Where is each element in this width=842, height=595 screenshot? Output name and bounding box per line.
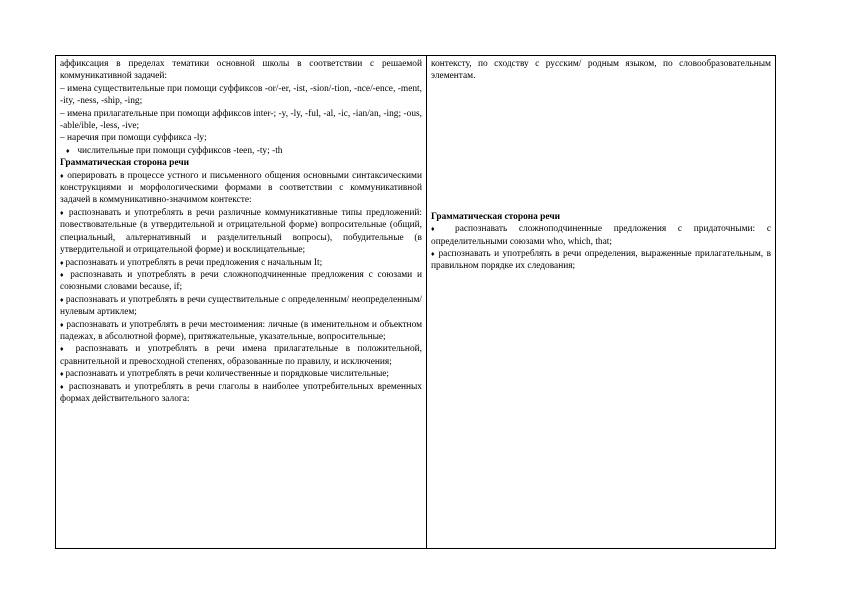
list-item: ♦ распознавать и употреблять в речи местоимения: личные (в именительном и объектном падежах, в абсолютной форме), притяжательные, указательные, вопросительные; [60,319,422,344]
list-item: ♦ распознавать и употреблять в речи количественные и порядковые числительные; [60,368,422,380]
list-item: ♦ распознавать и употреблять в речи существительные с определенным/ неопределенным/нулевым артиклем; [60,294,422,319]
content-table [55,55,776,549]
list-item: ♦ распознавать и употреблять в речи имена прилагательные в положительной, сравнительной и превосходной степенях, образованные по правилу, и исключения; [60,343,422,368]
section-heading: Грамматическая сторона речи [431,211,561,222]
list-item: ♦ распознавать и употреблять в речи определения, выраженные прилагательным, в правильном порядке их следования; [431,248,771,273]
list-item: ♦ числительные при помощи суффиксов -teen, -ty; -th [60,145,422,157]
list-item: ♦ распознавать и употреблять в речи различные коммуникативные типы предложений: повествовательные (в утвердительной и отрицательной форме) вопросительные (общий, специальный, альтернативный и разделительный вопросы), побудительные (в утвердительной и отрицательной форме) и восклицательные; [60,207,422,257]
table-row [56,56,776,549]
list-item: ♦ распознавать сложноподчиненные предложения с придаточными: с определительными союзами who, which, that; [431,223,771,248]
list-item: ♦ распознавать и употреблять в речи сложноподчиненные предложения с союзами и союзными словами because, if; [60,269,422,294]
section-heading: Грамматическая сторона речи [60,158,190,169]
list-item: ♦ распознавать и употреблять в речи глаголы в наиболее употребительных временных формах действительного залога: [60,381,422,406]
list-item: ♦ оперировать в процессе устного и письменного общения основными синтаксическими конструкциями и морфологическими формами в соответствии с коммуникативной задачей в коммуникативно-значимом контексте: [60,170,422,207]
right-cell [427,56,776,549]
list-item: – наречия при помощи суффикса -ly; [60,132,422,144]
left-cell [56,56,427,549]
blank-space [431,83,771,211]
paragraph-affixation: аффиксация в пределах тематики основной школы в соответствии с решаемой коммуникативной задачей: [60,59,422,82]
list-item: – имена существительные при помощи суффиксов -or/-er, -ist, -sion/-tion, -nce/-ence, -ment, -ity, -ness, -ship, -ing; [60,83,422,108]
list-item: – имена прилагательные при помощи аффиксов inter-; -y, -ly, -ful, -al, -ic, -ian/an, -ing; -ous, -able/ible, -less, -ive; [60,108,422,133]
list-item: ♦ распознавать и употреблять в речи предложения с начальным It; [60,257,422,269]
paragraph-context: контексту, по сходству с русским/ родным языком, по словообразовательным элементам. [431,59,771,82]
